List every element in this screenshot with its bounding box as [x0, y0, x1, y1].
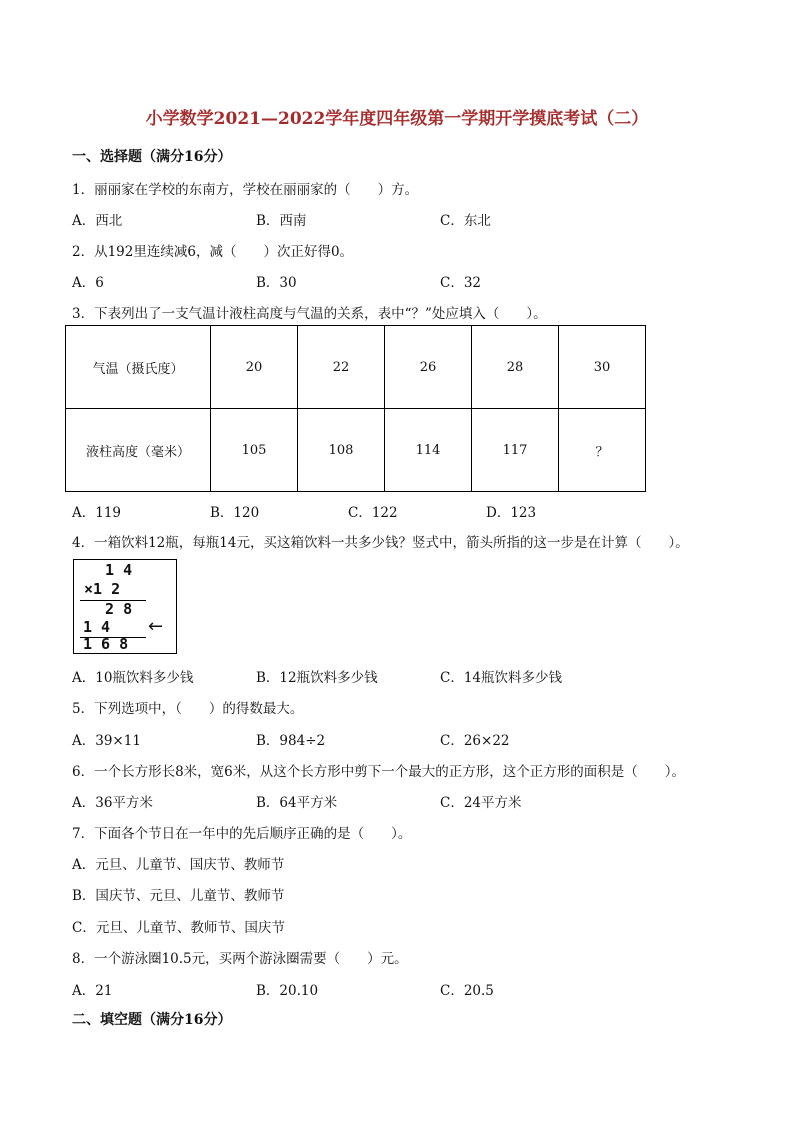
q3-option-c: C．122 [348, 505, 398, 521]
calc-line-1: 1 4 [96, 561, 133, 579]
vertical-multiplication [73, 559, 177, 654]
q2-option-a: A．6 [72, 275, 104, 291]
temperature-table [65, 325, 646, 492]
q6-option-a: A．36平方米 [72, 795, 153, 811]
q1-option-c: C．东北 [440, 213, 491, 229]
question-4: 4．一箱饮料12瓶，每瓶14元，买这箱饮料一共多少钱？竖式中，箭头所指的这一步是在计算（ ）。 [72, 535, 689, 551]
table-cell: 26 [385, 326, 472, 409]
calc-line-2: ×1 2 [84, 580, 121, 598]
calc-line-3: 2 8 [87, 600, 133, 618]
calc-line-4: 1 4 [83, 618, 111, 636]
question-3: 3．下表列出了一支气温计液柱高度与气温的关系，表中“？”处应填入（ ）。 [72, 306, 547, 322]
q4-option-a: A．10瓶饮料多少钱 [72, 670, 194, 686]
table-row [66, 409, 646, 492]
table-cell: 117 [472, 409, 559, 492]
table-cell: 20 [211, 326, 298, 409]
q7-option-a: A．元旦、儿童节、国庆节、教师节 [72, 857, 285, 873]
table-cell: 108 [298, 409, 385, 492]
question-1: 1．丽丽家在学校的东南方，学校在丽丽家的（ ）方。 [72, 182, 419, 198]
q5-option-c: C．26×22 [440, 733, 510, 749]
q4-option-c: C．14瓶饮料多少钱 [440, 670, 563, 686]
q3-option-d: D．123 [486, 505, 537, 521]
question-8: 8．一个游泳圈10.5元，买两个游泳圈需要（ ）元。 [72, 951, 408, 967]
q5-option-b: B．984÷2 [256, 733, 326, 749]
q4-option-b: B．12瓶饮料多少钱 [256, 670, 378, 686]
q8-option-a: A．21 [72, 983, 113, 999]
table-row [66, 326, 646, 409]
calc-line-5: 1 6 8 [83, 635, 129, 653]
q8-option-b: B．20.10 [256, 983, 319, 999]
q1-option-a: A．西北 [72, 213, 123, 229]
question-7: 7．下面各个节日在一年中的先后顺序正确的是（ ）。 [72, 826, 412, 842]
q7-option-b: B．国庆节、元旦、儿童节、教师节 [72, 888, 285, 904]
question-6: 6．一个长方形长8米，宽6米，从这个长方形中剪下一个最大的正方形，这个正方形的面积是（ ）。 [72, 764, 686, 780]
question-2: 2．从192里连续减6，减（ ）次正好得0。 [72, 244, 354, 260]
q3-option-b: B．120 [210, 505, 260, 521]
q6-option-c: C．24平方米 [440, 795, 522, 811]
left-arrow-icon: ← [148, 616, 164, 637]
q8-option-c: C．20.5 [440, 983, 494, 999]
section-heading-fill: 二、填空题（满分16分） [72, 1012, 232, 1028]
table-row-header: 液柱高度（毫米） [66, 409, 211, 492]
q5-option-a: A．39×11 [72, 733, 141, 749]
table-cell: 30 [559, 326, 646, 409]
q7-option-c: C．元旦、儿童节、教师节、国庆节 [72, 920, 285, 936]
q2-option-b: B．30 [256, 275, 297, 291]
table-cell: ？ [559, 409, 646, 492]
q3-option-a: A．119 [72, 505, 122, 521]
q6-option-b: B．64平方米 [256, 795, 338, 811]
table-row-header: 气温（摄氏度） [66, 326, 211, 409]
page-title: 小学数学2021—2022学年度四年级第一学期开学摸底考试（二） [145, 109, 649, 129]
table-cell: 105 [211, 409, 298, 492]
q1-option-b: B．西南 [256, 213, 307, 229]
section-heading-choice: 一、选择题（满分16分） [72, 149, 232, 165]
table-cell: 114 [385, 409, 472, 492]
table-cell: 28 [472, 326, 559, 409]
table-cell: 22 [298, 326, 385, 409]
question-5: 5．下列选项中，（ ）的得数最大。 [72, 701, 304, 717]
q2-option-c: C．32 [440, 275, 482, 291]
